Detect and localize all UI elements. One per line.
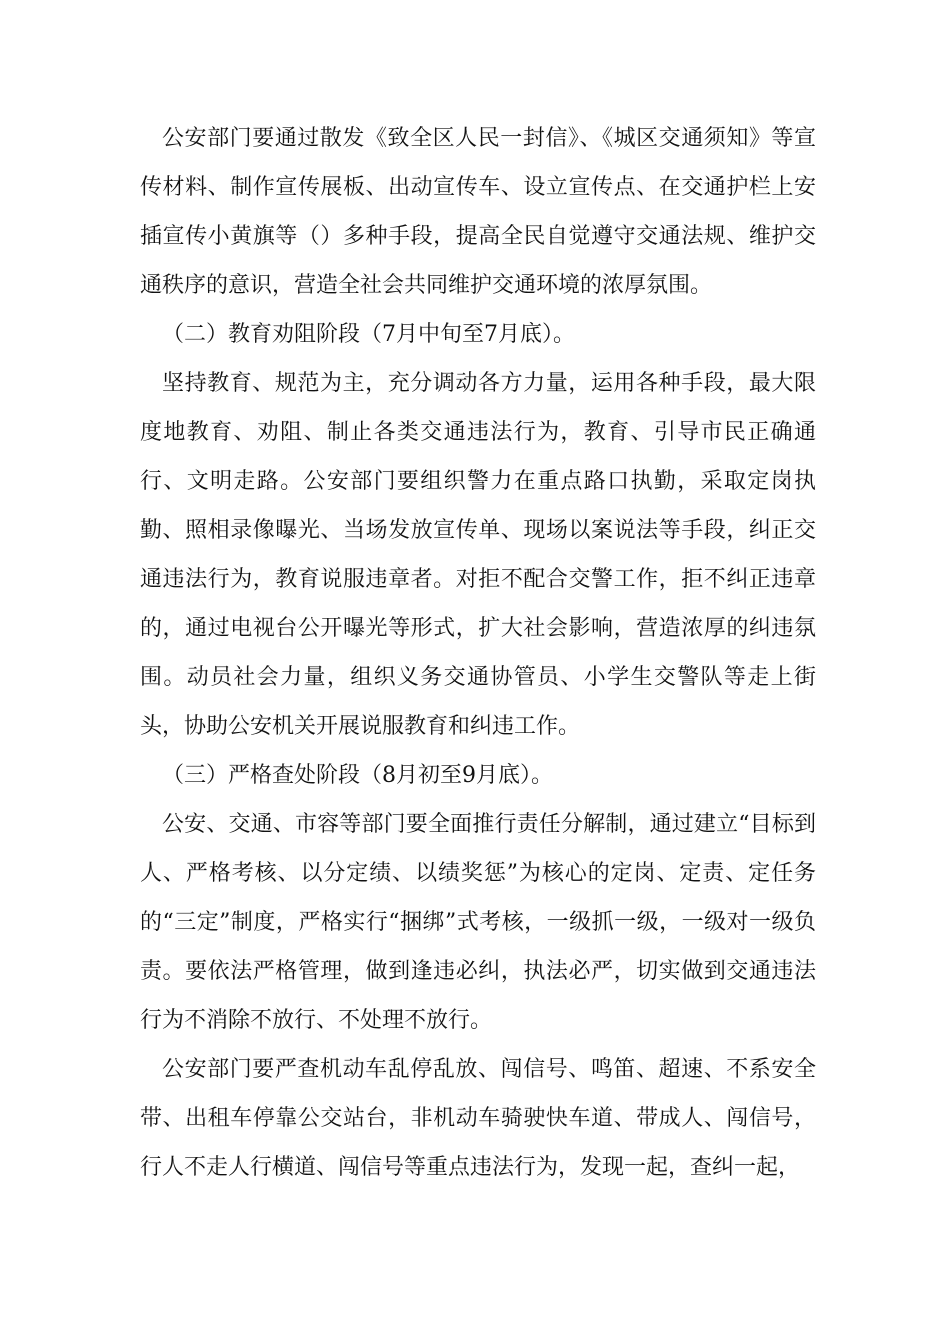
paragraph-education-stage: 坚持教育、规范为主，充分调动各方力量，运用各种手段，最大限度地教育、劝阻、制止各类交通违法行为，教育、引导市民正确通行、文明走路。公安部门要组织警力在重点路口执勤，采取定岗执勤、照相录像曝光、当场发放宣传单、现场以案说法等手段，纠正交通违法行为，教育说服违章者。对拒不配合交警工作，拒不纠正违章的，通过电视台公开曝光等形式，扩大社会影响，营造浓厚的纠违氛围。动员社会力量，组织义务交通协管员、小学生交警队等走上街头，协助公安机关开展说服教育和纠违工作。	[140, 371, 816, 739]
document-body	[140, 114, 816, 1192]
section-heading-education-stage: （二）教育劝阻阶段（7月中旬至7月底）。	[162, 322, 575, 347]
paragraph-publicity-materials: 公安部门要通过散发《致全区人民一封信》、《城区交通须知》等宣传材料、制作宣传展板、出动宣传车、设立宣传点、在交通护栏上安插宣传小黄旗等（）多种手段，提高全民自觉遵守交通法规、维护交通秩序的意识，营造全社会共同维护交通环境的浓厚氛围。	[140, 126, 816, 298]
paragraph-key-violations: 公安部门要严查机动车乱停乱放、闯信号、鸣笛、超速、不系安全带、出租车停靠公交站台，非机动车骑驶快车道、带成人、闯信号，行人不走人行横道、闯信号等重点违法行为，发现一起，查纠一起，	[140, 1057, 816, 1180]
section-heading-enforcement-stage: （三）严格查处阶段（8月初至9月底）。	[162, 763, 553, 788]
paragraph-responsibility-system: 公安、交通、市容等部门要全面推行责任分解制，通过建立“目标到人、严格考核、以分定绩、以绩奖惩”为核心的定岗、定责、定任务的“三定”制度，严格实行“捆绑”式考核，一级抓一级，一级对一级负责。要依法严格管理，做到逢违必纠，执法必严，切实做到交通违法行为不消除不放行、不处理不放行。	[140, 812, 816, 1033]
